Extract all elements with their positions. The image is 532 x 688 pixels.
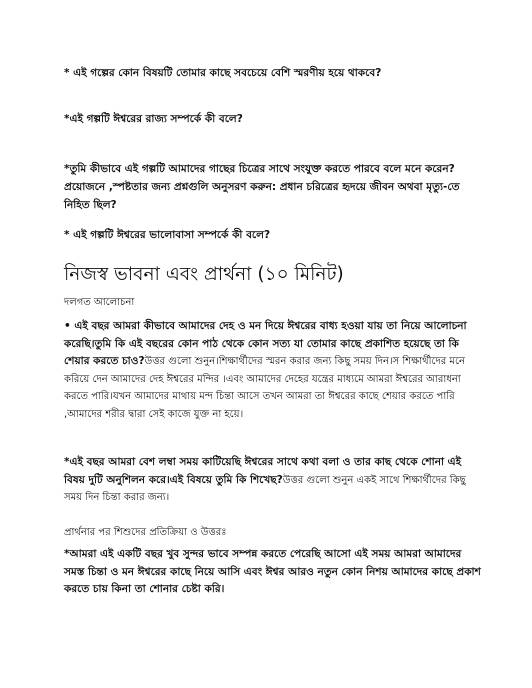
question-tree-picture: *তুমি কীভাবে এই গল্পটি আমাদের গাছের চিত্রের সাথে সংযুক্ত করতে পারবে বলে মনে করেন? প্রয়োজনে ,স্পষ্টতার জন্য প্রশ্নগুলি অনুসরণ করুন: প্রধান চরিত্রের হৃদয়ে জীবন অথবা মৃত্যু-তে নিহিত ছিল? [64,163,460,211]
question-memorable: * এই গল্পের কোন বিষয়টি তোমার কাছে সবচেয়ে বেশি স্মরণীয় হয়ে থাকবে? [64,67,382,79]
prayer-response-label: প্রার্থনার পর শিশুদের প্রতিক্রিয়া ও উত্তরঃ [64,527,227,538]
paragraph-body-mind-question: • এই বছর আমরা কীভাবে আমাদের দেহ ও মন দিয়ে ঈশ্বরের বাধ্য হওয়া যায় তা নিয়ে আলোচনা করেছি।তুমি কি এই বছরের কোন পাঠ থেকে কোন সত্য যা তোমার কাছে প্রকাশিত হয়েছে তা কি শেয়ার করতে চাও? [64,320,467,368]
group-discussion-label: দলগত আলোচনা [64,297,135,308]
paragraph-talking-listening-question: *এই বছর আমরা বেশ লম্বা সময় কাটিয়েছি ঈশ্বরের সাথে কথা বলা ও তার কাছ থেকে শোনা এই বিষয় দুটি অনুশিলন করে।এই বিষয়ে তুমি কি শিখেছ? [64,456,462,486]
section-heading: নিজস্ব ভাবনা এবং প্রার্থনা (১০ মিনিট) [64,264,344,285]
paragraph-talking-listening [64,454,484,507]
question-kingdom: *এই গল্পটি ঈশ্বরের রাজ্য সম্পর্কে কী বলে? [64,113,243,125]
paragraph-talking-listening-guidance: উত্তর গুলো শুনুন একই সাথে শিক্ষার্থীদের কিছু সময় দিন চিন্তা করার জন্য। [64,474,466,504]
question-gods-love: * এই গল্পটি ঈশ্বরের ভালোবাসা সম্পর্কে কী বলে? [64,229,271,241]
paragraph-closing-prayer-text: *আমরা এই একটি বছর খুব সুন্দর ভাবে সম্পন্ন করতে পেরেছি আসো এই সময় আমরা আমাদের সমস্ত চিন্তা ও মন ঈশ্বরের কাছে নিয়ে আসি এবং ঈশ্বর আরও নতুন কোন নিশয় আমাদের কাছে প্রকাশ করতে চায় কিনা তা শোনার চেষ্টা করি। [64,548,481,596]
paragraph-body-mind [64,318,484,424]
paragraph-body-mind-guidance: উত্তর গুলো শুনুন।শিক্ষার্থীদের স্মরন করার জন্য কিছু সময় দিন।স শিক্ষার্থীদের মনে করিয়ে দেন আমাদের দেহ ঈশ্বরের মন্দির ।এবং আমাদের দেহের যন্ত্রের মাধ্যমে আমরা ঈশ্বরের আরাধনা করতে পারি।যখন আমাদের মাথায় মন্দ চিন্তা আসে তখন আমরা তা ঈশ্বরের কাছে শেয়ার করতে পারি ,আমাদের শরীর দ্বারা সেই কাজে যুক্ত না হয়ে। [64,356,465,420]
paragraph-closing-prayer [64,546,484,599]
